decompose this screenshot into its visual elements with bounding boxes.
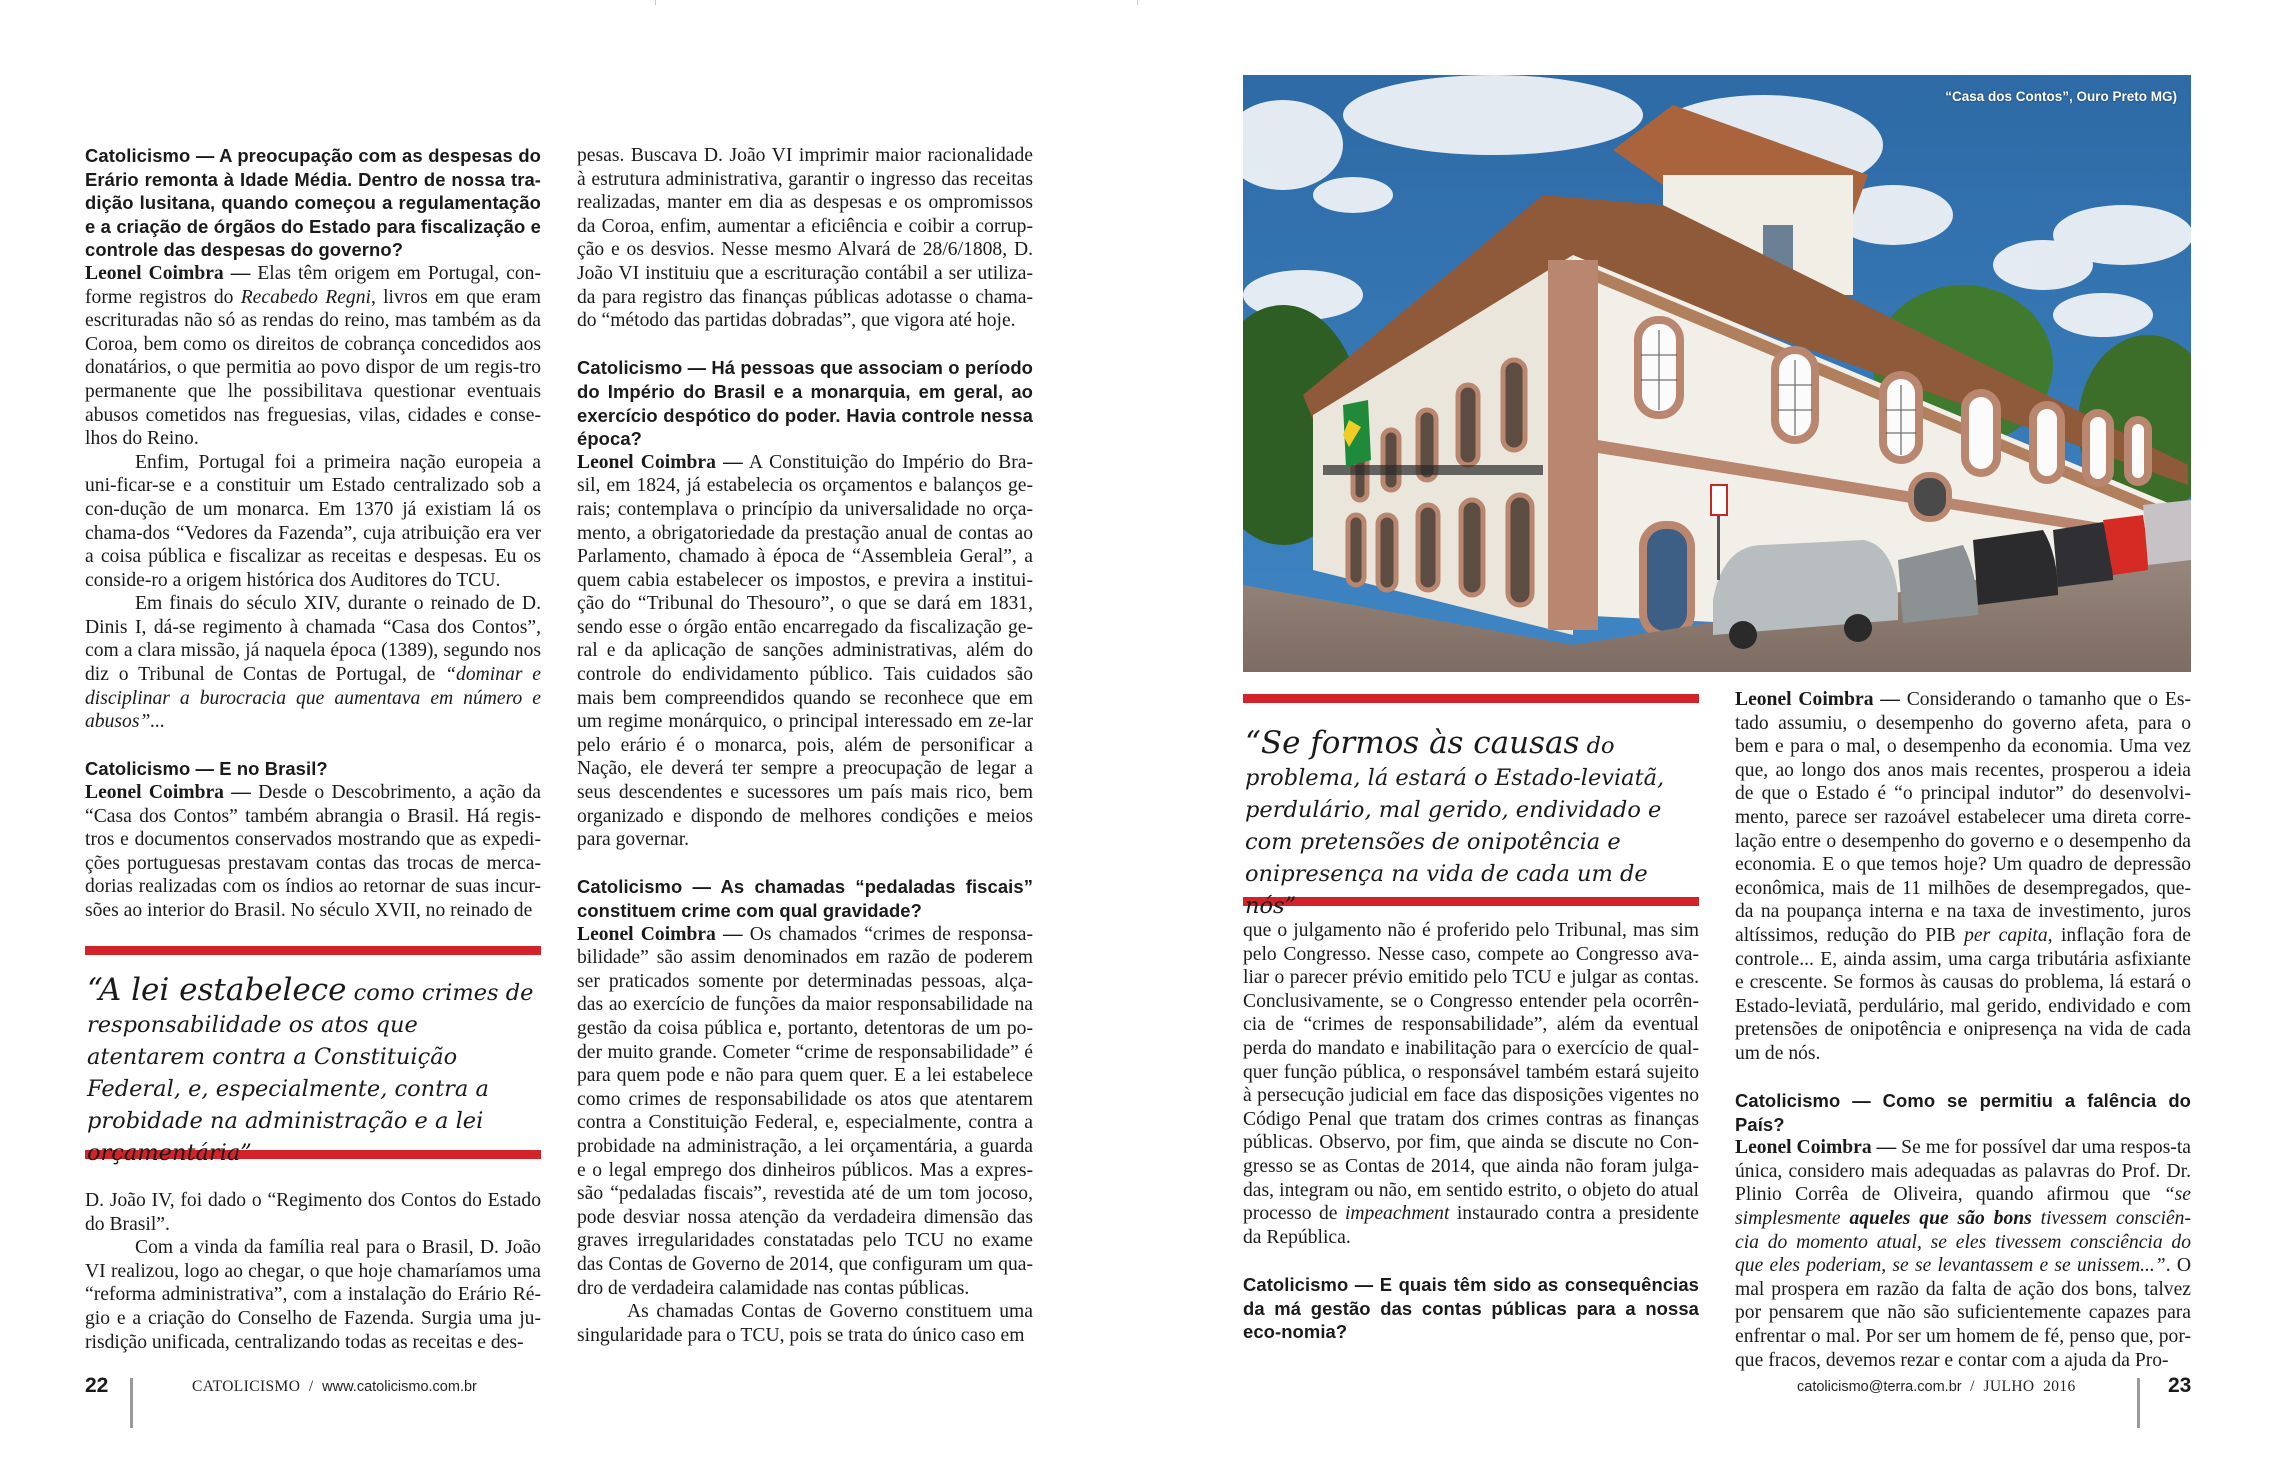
pull-quote-text	[1243, 703, 1699, 919]
paragraph: D. João IV, foi dado o “Regimento dos Contos do Estado do Brasil”.	[85, 1190, 541, 1235]
footer-divider	[130, 1378, 133, 1428]
footer-left	[0, 1370, 1137, 1410]
page-number: 22	[85, 1374, 109, 1397]
answer-text: Se me for possível dar uma respos-ta única, considero mais adequadas as palavras do Prof. Dr. Plinio Corrêa de Oliveira, quando afirmou que	[1735, 1137, 2191, 1206]
paragraph	[1243, 919, 1699, 1249]
interview-answer	[1735, 688, 2191, 1066]
interview-question: Catolicismo — Como se permitiu a falência do País?	[1735, 1090, 2191, 1135]
column-1-continued	[85, 1189, 541, 1354]
paragraph-italic: “dominar e disciplinar a burocracia que aumentava em número e abusos”...	[85, 664, 541, 733]
pull-quote	[1243, 694, 1699, 919]
speaker-label: Leonel Coimbra —	[577, 451, 743, 473]
interview-answer	[1735, 1136, 2191, 1372]
interview-question: Catolicismo — E quais têm sido as consequências da má gestão das contas públicas para a nossa eco-nomia?	[1243, 1273, 1699, 1343]
building-photo	[1243, 75, 2191, 672]
column-1	[85, 144, 541, 923]
quote-bold-italic: aqueles que são bons	[1849, 1208, 2032, 1230]
quote-italic: tivessem consciên-cia do momento atual, se eles tivessem consciência do que eles poderiam, se se levantassem e se unissem...”	[1735, 1208, 2191, 1277]
column-2	[577, 144, 1033, 1347]
speaker-label: Leonel Coimbra —	[1735, 689, 1900, 710]
answer-text: . O mal prospera em razão da falta de ação dos bons, talvez por pensarem que não são suficientemente capazes para enfrentar o mal. Por ser um homem de fé, penso que, por-que fracos, devemos rezar e contar com a ajuda da Pro-	[1735, 1255, 2191, 1371]
answer-text: , inflação fora de controle... E, ainda assim, uma carga tributária asfixiante e crescente. Se formos às causas do problema, lá estará o Estado-leviatã, perdulário, mal gerido, endividado e com pretensões de onipotência e onipresença na vida de cada um de nós.	[1735, 924, 2191, 1064]
paragraph-text: Em finais do século XIV, durante o reinado de D. Dinis I, dá-se regimento à chamada “Casa dos Contos”, com a clara missão, já naquela época (1389), segundo nos diz o Tribunal de Contas de Portugal, de	[85, 593, 541, 686]
interview-answer	[577, 451, 1033, 852]
answer-text: Os chamados “crimes de responsa-bilidade” são assim denominados em razão de poderem ser praticados somente por determinadas pessoas, alça-das ao exercício de funções da maior responsabilidade na gestão da coisa pública e, portanto, detentoras de um po-der muito grande. Cometer “crime de responsabilidade” é para quem pode e não para quem quer. E a lei estabelece como crimes de responsabilidade os atos que atentarem contra a Constituição Federal, e, especialmente, contra a probidade na administração, a lei orçamentária, a guarda e o legal emprego dos dinheiros públicos. Mas a expres-são “pedaladas fiscais”, revestida até de um tom jocoso, pode desviar nossa atenção da verdadeira dimensão das graves irregularidades constatadas pelo TCU no exame das Contas de Governo de 2014, que configuram um qua-dro de verdadeira calamidade nas contas públicas.	[577, 923, 1033, 1299]
speaker-label: Leonel Coimbra —	[85, 782, 251, 804]
quote-italic: “se simplesmente	[1735, 1184, 2191, 1230]
parking-sign	[1711, 485, 1727, 515]
interview-question: Catolicismo — A preocupação com as despesas do Erário remonta à Idade Média. Dentro de nossa tra-dição lusitana, quando começou a regulamentação e a criação de órgãos do Estado para fiscalização e controle das despesas do governo?	[85, 145, 541, 261]
page-number: 23	[2168, 1374, 2192, 1397]
paragraph	[85, 592, 541, 734]
paragraph: Enfim, Portugal foi a primeira nação europeia a uni-ficar-se e a constituir um Estado centralizado sob a con-dução de um monarca. Em 1370 já existiam lá os chama-dos “Vedores da Fazenda”, cuja atribuição era ver a coisa pública e fiscalizar as receitas e despesas. Eu os conside-ro a origem histórica dos Auditores do TCU.	[85, 451, 541, 591]
issue-date: JULHO 2016	[1983, 1378, 2076, 1395]
pull-quote-lead: “Se formos às causas	[1245, 725, 1580, 761]
interview-question: Catolicismo — E no Brasil?	[85, 758, 328, 780]
column-3	[1243, 919, 1699, 1344]
interview-answer	[85, 781, 541, 923]
pull-quote-rule-top	[1243, 694, 1699, 703]
interview-question: Catolicismo — Há pessoas que associam o período do Império do Brasil e a monarquia, em geral, ao exercício despótico do poder. Havia controle nessa época?	[577, 357, 1033, 450]
pull-quote-rest: como crimes de responsabilidade os atos que atentarem contra a Constituição Federal, e, especialmente, contra a probidade na administração e a lei orçamentária”	[87, 980, 534, 1166]
pull-quote-text	[85, 955, 541, 1166]
casa-dos-contos-illustration	[1243, 75, 2191, 672]
door	[1643, 525, 1691, 635]
answer-italic: Recabedo Regni	[240, 286, 371, 308]
website-link[interactable]: www.catolicismo.com.br	[322, 1379, 477, 1395]
speaker-label: Leonel Coimbra —	[1735, 1137, 1897, 1159]
paragraph: As chamadas Contas de Governo constituem uma singularidade para o TCU, pois se trata do único caso em	[577, 1301, 1033, 1346]
column-4	[1735, 688, 2191, 1372]
footer-separator: /	[1970, 1378, 1975, 1395]
footer-credit	[1797, 1378, 2076, 1396]
pull-quote-lead: “A lei estabelece	[87, 972, 347, 1008]
pull-quote	[85, 946, 541, 1166]
crop-mark	[1137, 0, 1138, 5]
paragraph-italic: impeachment	[1344, 1203, 1450, 1225]
interview-answer	[85, 262, 541, 451]
answer-italic: per capita	[1964, 924, 2048, 946]
crop-mark	[655, 0, 656, 5]
paragraph: Com a vinda da família real para o Brasil, D. João VI realizou, logo ao chegar, o que hoje chamaríamos uma “reforma administrativa”, com a instalação do Erário Ré-gio e a criação do Conselho de Fazenda. Surgia uma ju-risdição unificada, centralizando todas as receitas e des-	[85, 1237, 541, 1353]
pull-quote-rule-top	[85, 946, 541, 955]
magazine-name: CATOLICISMO	[192, 1378, 301, 1395]
footer-credit	[192, 1378, 477, 1396]
pull-quote-rest: do problema, lá estará o Estado-leviatã, perdulário, mal gerido, endividado e com pretensões de onipotência e onipresença na vida de cada um de nós”	[1245, 733, 1665, 919]
footer-divider	[2137, 1378, 2140, 1428]
paragraph-text: instaurado contra a presidente da República.	[1243, 1203, 1699, 1248]
interview-answer	[577, 923, 1033, 1301]
email-link[interactable]: catolicismo@terra.com.br	[1797, 1379, 1962, 1395]
left-page	[0, 0, 1137, 1471]
answer-text: , livros em que eram escrituradas não só as rendas do reino, mas também as da Coroa, bem como os direitos de cobrança concedidos aos donatários, o que permitia ao povo dispor de um regis-tro permanente que lhe possibilitava questionar eventuais abusos cometidos nas freguesias, vilas, cidades e conse-lhos do Reino.	[85, 286, 541, 450]
speaker-label: Leonel Coimbra —	[577, 923, 743, 945]
pull-quote-rule-bottom	[1243, 897, 1699, 906]
answer-text: Considerando o tamanho que o Es-tado assumiu, o desempenho do governo afeta, para o bem e para o mal, o desempenho da economia. Uma vez que, ao longo dos anos mais recentes, prosperou a ideia de que o Estado é “o principal indutor” do desenvolvi-mento, parece ser razoável estabelecer uma direta corre-lação entre o desempenho do governo e o desempenho da economia. E o que temos hoje? Um quadro de depressão econômica, mais de 11 milhões de desempregados, que-da na poupança interna e na taxa de investimento, juros altíssimos, redução do PIB	[1735, 689, 2192, 946]
answer-text: Elas têm origem em Portugal, con-forme registros do	[85, 262, 541, 308]
photo-caption: “Casa dos Contos”, Ouro Preto MG)	[1945, 89, 2177, 104]
footer-right	[1137, 1370, 2275, 1410]
answer-text: Desde o Descobrimento, a ação da “Casa dos Contos” também abrangia o Brasil. Há regis-tros e documentos conservados mostrando que as expedi-ções portuguesas prestavam contas das trocas de merca-dorias realizadas com os índios ao retornar de suas incur-sões ao interior do Brasil. No século XVII, no reinado de	[85, 782, 541, 921]
speaker-label: Leonel Coimbra —	[85, 262, 251, 284]
paragraph-text: que o julgamento não é proferido pelo Tribunal, mas sim pelo Congresso. Nesse caso, compete ao Congresso ava-liar o parecer prévio emitido pelo TCU e julgar as contas. Conclusivamente, se o Congresso entender pela ocorrên-cia de “crimes de responsabilidade”, além da eventual perda do mandato e inabilitação para o exercício de qual-quer função pública, o responsável também estará sujeito à persecução judicial em face das disposições vigentes no Código Penal que tratam dos crimes contras as finanças públicas. Observo, por fim, que ainda se discute no Con-gresso se as Contas de 2014, que ainda não foram julga-das, integram ou não, em sentido estrito, o objeto do atual processo de	[1243, 920, 1699, 1225]
answer-text: A Constituição do Império do Bra-sil, em 1824, já estabelecia os orçamentos e balanços ge-rais; contemplava o princípio da universalidade no orça-mento, a obrigatoriedade da prestação anual de contas ao Parlamento, chamado à época de “Assembleia Geral”, a quem cabia estabelecer os impostos, e previra a institui-ção do “Tribunal do Thesouro”, o que se dará em 1831, sendo esse o órgão então encarregado da fiscalização ge-ral e da aplicação de sanções administrativas, além do controle do endividamento público. Tais cuidados são mais bem compreendidos quando se reconhece que em um regime monárquico, o principal interessado em ze-lar pelo erário é o monarca, pois, além de personificar a Nação, ele deverá ter sempre a preocupação de legar a seus descendentes e sucessores um país mais rico, bem organizado e dispondo de melhores condições e meios para governar.	[577, 451, 1033, 851]
footer-separator: /	[308, 1378, 314, 1395]
paragraph: pesas. Buscava D. João VI imprimir maior racionalidade à estrutura administrativa, garantir o ingresso das receitas realizadas, manter em dia as despesas e os ompromissos da Coroa, enfim, aumentar a eficiência e coibir a corrup-ção e os desvios. Nesse mesmo Alvará de 28/6/1808, D. João VI instituiu que a escrituração contábil a ser utiliza-da para registro das finanças públicas adotasse o chama-do “método das partidas dobradas”, que vigora até hoje.	[577, 145, 1033, 332]
interview-question: Catolicismo — As chamadas “pedaladas fiscais” constituem crime com qual gravidade?	[577, 876, 1033, 921]
